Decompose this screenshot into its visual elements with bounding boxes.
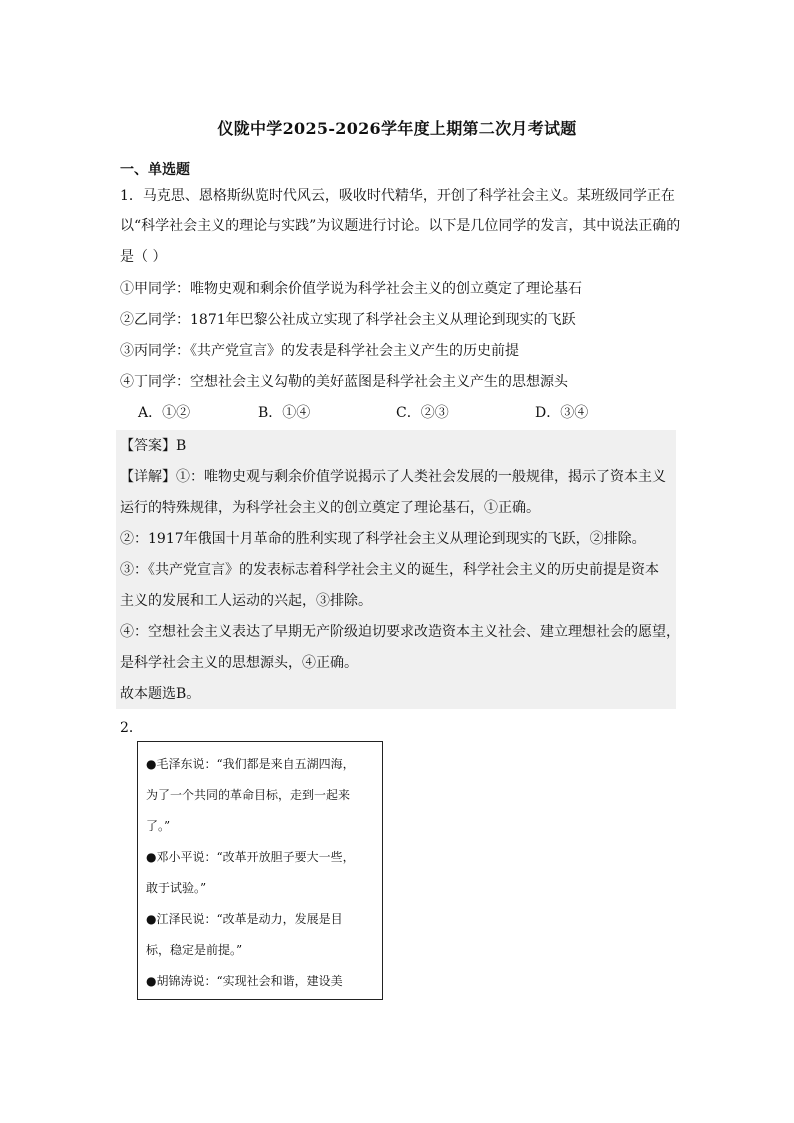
option-a[interactable]: A．①② xyxy=(138,405,191,421)
quote-line: 了。” xyxy=(146,819,171,833)
question-1-stem-line: 1．马克思、恩格斯纵览时代风云，吸收时代精华，开创了科学社会主义。某班级同学正在 xyxy=(120,188,675,204)
quote-line: ●胡锦涛说：“实现社会和谐，建设美 xyxy=(146,974,343,988)
question-1-statement: ②乙同学：1871年巴黎公社成立实现了科学社会主义从理论到现实的飞跃 xyxy=(120,312,576,328)
explanation-line: ②：1917年俄国十月革命的胜利实现了科学社会主义从理论到现实的飞跃，②排除。 xyxy=(120,531,646,547)
option-c[interactable]: C．②③ xyxy=(396,405,449,421)
answer-label: 【答案】B xyxy=(120,438,187,454)
question-1-stem-line: 是（ ） xyxy=(120,249,167,265)
explanation-line: ③：《共产党宣言》的发表标志着科学社会主义的诞生，科学社会主义的历史前提是资本 xyxy=(120,562,659,578)
exam-title: 仪陇中学2025-2026学年度上期第二次月考试题 xyxy=(217,119,577,138)
explanation-line: 主义的发展和工人运动的兴起，③排除。 xyxy=(120,593,372,609)
explanation-line: 故本题选B。 xyxy=(120,686,201,702)
quote-line: ●江泽民说：“改革是动力，发展是目 xyxy=(146,912,343,926)
quote-box xyxy=(137,741,383,1000)
explanation-line: 是科学社会主义的思想源头，④正确。 xyxy=(120,655,358,671)
explanation-line: ④：空想社会主义表达了早期无产阶级迫切要求改造资本主义社会、建立理想社会的愿望， xyxy=(120,624,680,640)
option-d[interactable]: D．③④ xyxy=(535,405,589,421)
quote-line: ●毛泽东说：“我们都是来自五湖四海， xyxy=(146,757,355,771)
quote-line: 标，稳定是前提。” xyxy=(146,943,243,957)
question-1-statement: ④丁同学：空想社会主义勾勒的美好蓝图是科学社会主义产生的思想源头 xyxy=(120,374,568,390)
option-b[interactable]: B．①④ xyxy=(258,405,311,421)
answer-box xyxy=(116,430,680,709)
section-heading: 一、单选题 xyxy=(120,162,190,178)
quote-line: 为了一个共同的革命目标，走到一起来 xyxy=(146,788,351,802)
question-1-stem-line: 以“科学社会主义的理论与实践”为议题进行讨论。以下是几位同学的发言，其中说法正确的 xyxy=(120,218,681,234)
quote-line: 敢于试验。” xyxy=(146,881,207,895)
question-1-statement: ③丙同学：《共产党宣言》的发表是科学社会主义产生的历史前提 xyxy=(120,343,519,359)
explanation-line: 运行的特殊规律，为科学社会主义的创立奠定了理论基石，①正确。 xyxy=(120,500,540,516)
quote-line: ●邓小平说：“改革开放胆子要大一些， xyxy=(146,850,355,864)
explanation-line: 【详解】①：唯物史观与剩余价值学说揭示了人类社会发展的一般规律，揭示了资本主义 xyxy=(120,469,666,485)
question-2-number: 2． xyxy=(120,720,143,736)
question-1-statement: ①甲同学：唯物史观和剩余价值学说为科学社会主义的创立奠定了理论基石 xyxy=(120,281,582,297)
